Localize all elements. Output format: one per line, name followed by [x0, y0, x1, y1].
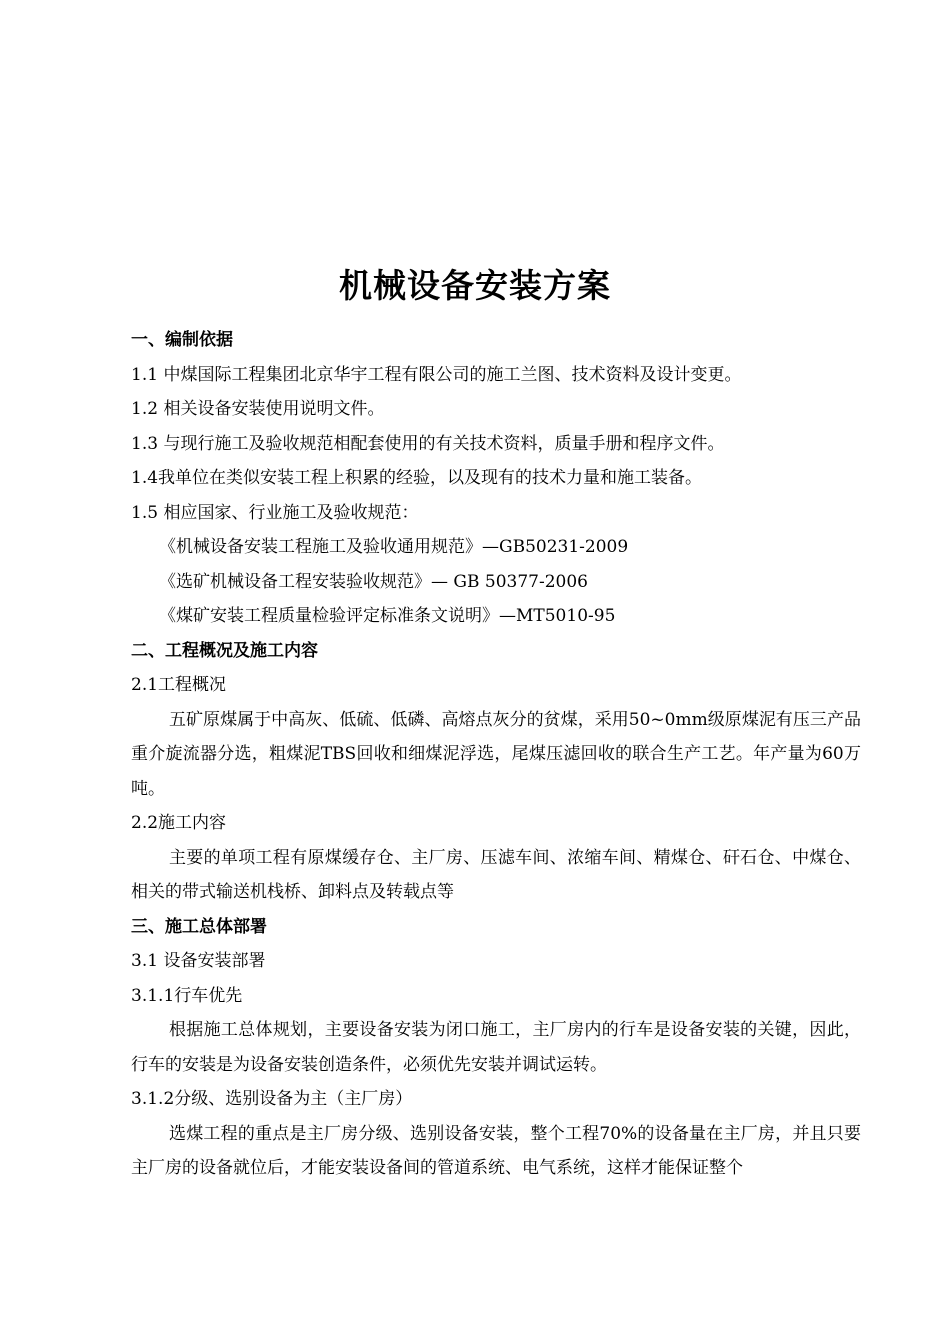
- paragraph: 主要的单项工程有原煤缓存仓、主厂房、压滤车间、浓缩车间、精煤仓、矸石仓、中煤仓、相关的带式输送机栈桥、卸料点及转载点等: [131, 847, 861, 902]
- subsection-heading: 3.1 设备安装部署: [131, 951, 266, 971]
- standard-item: 《机械设备安装工程施工及验收通用规范》—GB50231-2009: [159, 537, 629, 557]
- document-body: [131, 323, 861, 1186]
- list-item: 1.4我单位在类似安装工程上积累的经验，以及现有的技术力量和施工装备。: [131, 468, 703, 488]
- section-heading-basis: 一、编制依据: [131, 330, 233, 350]
- list-item: 1.2 相关设备安装使用说明文件。: [131, 399, 385, 419]
- list-item: 1.3 与现行施工及验收规范相配套使用的有关技术资料，质量手册和程序文件。: [131, 433, 725, 454]
- list-item: 1.5 相应国家、行业施工及验收规范：: [131, 502, 419, 523]
- standard-item: 《选矿机械设备工程安装验收规范》— GB 50377-2006: [159, 571, 588, 592]
- section-heading-deployment: 三、施工总体部署: [131, 916, 267, 937]
- subsection-heading: 3.1.1行车优先: [131, 985, 243, 1006]
- paragraph: 根据施工总体规划，主要设备安装为闭口施工，主厂房内的行车是设备安装的关键，因此，行车的安装是为设备安装创造条件，必须优先安装并调试运转。: [131, 1020, 861, 1075]
- list-item: 1.1 中煤国际工程集团北京华宇工程有限公司的施工兰图、技术资料及设计变更。: [131, 364, 742, 385]
- subsection-heading: 2.2施工内容: [131, 813, 227, 833]
- standard-item: 《煤矿安装工程质量检验评定标准条文说明》—MT5010-95: [159, 606, 616, 626]
- paragraph: 选煤工程的重点是主厂房分级、选别设备安装，整个工程70%的设备量在主厂房，并且只要主厂房的设备就位后，才能安装设备间的管道系统、电气系统，这样才能保证整个: [131, 1123, 861, 1178]
- subsection-heading: 3.1.2分级、选别设备为主（主厂房）: [131, 1089, 413, 1109]
- paragraph: 五矿原煤属于中高灰、低硫、低磷、高熔点灰分的贫煤，采用50~0mm级原煤泥有压三产品重介旋流器分选，粗煤泥TBS回收和细煤泥浮选，尾煤压滤回收的联合生产工艺。年产量为60万吨。: [131, 709, 861, 799]
- section-heading-overview: 二、工程概况及施工内容: [131, 640, 318, 661]
- document-title: 机械设备安装方案: [339, 266, 611, 305]
- subsection-heading: 2.1工程概况: [131, 675, 227, 695]
